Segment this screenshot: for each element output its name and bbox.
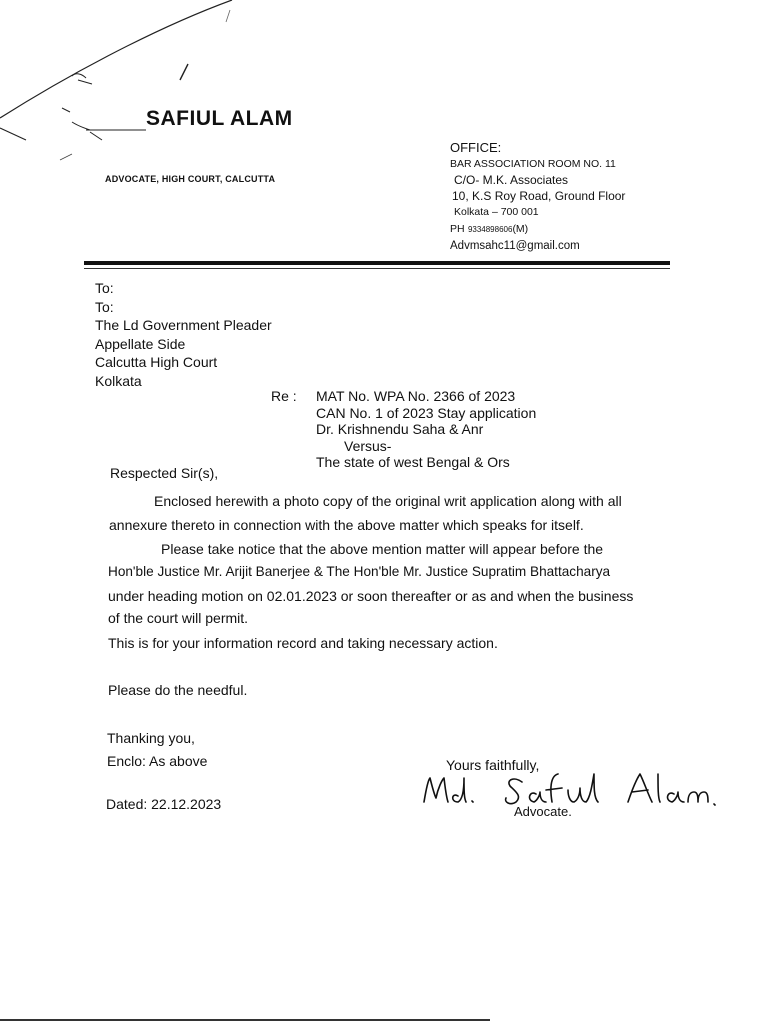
- date-line: Dated: 22.12.2023: [106, 796, 222, 812]
- yours-faithfully: Yours faithfully,: [446, 757, 540, 773]
- office-room: BAR ASSOCIATION ROOM NO. 11: [450, 158, 616, 170]
- office-care-of: C/O- M.K. Associates: [454, 173, 569, 187]
- paragraph-2-line-2: Hon'ble Justice Mr. Arijit Banerjee & The Hon'ble Mr. Justice Supratim Bhattacharya: [108, 564, 611, 579]
- information-line: This is for your information record and taking necessary action.: [108, 635, 498, 651]
- paragraph-1-line-1: Enclosed herewith a photo copy of the original writ application along with all: [154, 493, 622, 509]
- reference-application: CAN No. 1 of 2023 Stay application: [316, 404, 537, 421]
- recipient-line-3: Calcutta High Court: [95, 354, 218, 371]
- paragraph-1-line-2: annexure thereto in connection with the above matter which speaks for itself.: [109, 517, 584, 533]
- thanks-line: Thanking you,: [107, 730, 195, 746]
- recipient-line-2: Appellate Side: [95, 335, 186, 352]
- phone-label: PH: [450, 223, 465, 235]
- salutation: Respected Sir(s),: [110, 465, 219, 481]
- office-phone: [450, 220, 625, 238]
- to-label: To:: [95, 280, 114, 296]
- signatory-title: Advocate.: [514, 804, 572, 819]
- office-street: 10, K.S Roy Road, Ground Floor: [452, 189, 626, 203]
- reference-petitioner: Dr. Krishnendu Saha & Anr: [316, 421, 484, 437]
- letterhead-divider-thick: [84, 261, 670, 265]
- paragraph-2-line-1: Please take notice that the above mention matter will appear before the: [161, 541, 604, 557]
- office-label: OFFICE:: [450, 140, 502, 155]
- letterhead-divider-thin: [84, 268, 670, 269]
- office-address-block: [450, 140, 625, 254]
- paragraph-2-line-3: under heading motion on 02.01.2023 or soon thereafter or as and when the business: [108, 588, 634, 604]
- phone-number: 9334898606: [467, 225, 513, 234]
- reference-block: [316, 388, 536, 471]
- recipient-line-1: The Ld Government Pleader: [95, 317, 272, 334]
- office-email: Advmsahc11@gmail.com: [450, 240, 580, 252]
- pen-scribble-marks: [0, 0, 300, 180]
- recipient-line-4: Kolkata: [95, 372, 142, 389]
- reference-case-number: MAT No. WPA No. 2366 of 2023: [316, 388, 516, 404]
- paragraph-2-line-4: of the court will permit.: [108, 610, 249, 626]
- office-city: Kolkata – 700 001: [454, 206, 539, 218]
- page-bottom-edge: [0, 1019, 490, 1021]
- to-label-repeat: To:: [95, 298, 114, 315]
- reference-versus: Versus-: [344, 437, 392, 454]
- reference-label: Re :: [271, 388, 297, 404]
- reference-respondent: The state of west Bengal & Ors: [316, 454, 510, 470]
- enclosure-line: Enclo: As above: [107, 753, 208, 769]
- phone-suffix: (M): [512, 223, 529, 235]
- advocate-name: SAFIUL ALAM: [146, 107, 293, 130]
- advocate-designation: ADVOCATE, HIGH COURT, CALCUTTA: [105, 174, 276, 184]
- request-line: Please do the needful.: [108, 682, 248, 698]
- recipient-block: [95, 279, 272, 391]
